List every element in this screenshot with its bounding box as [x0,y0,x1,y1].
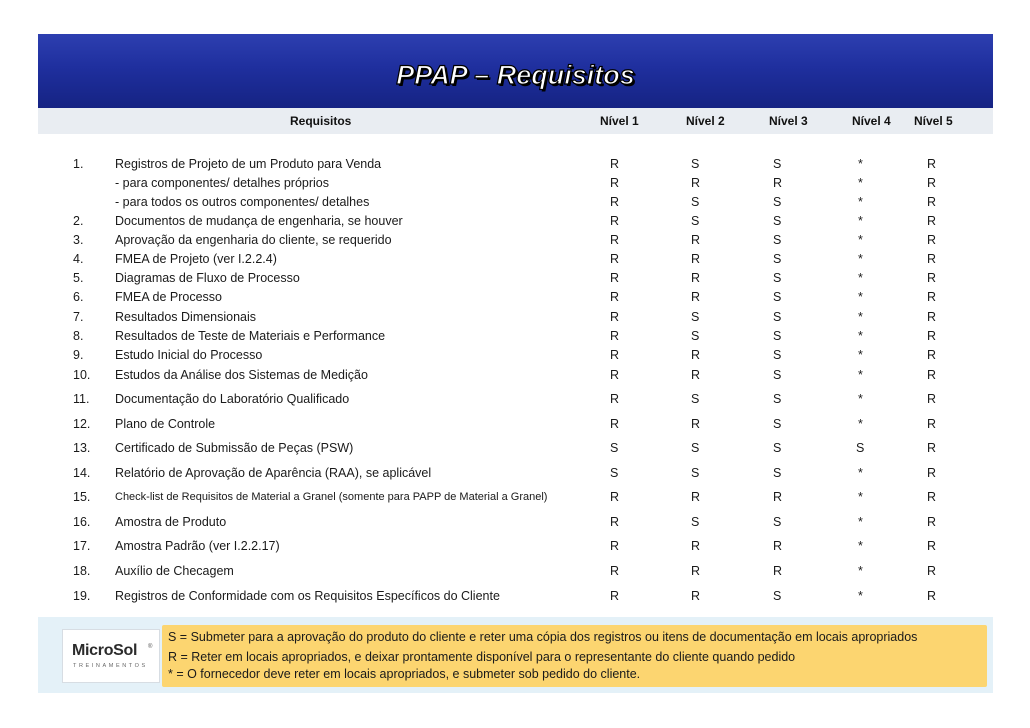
table-row [0,348,1030,366]
row-number: 8. [73,329,84,343]
table-row [0,310,1030,328]
row-number: 17. [73,539,91,553]
table-row [0,589,1030,607]
level-5-value: R [927,564,937,578]
level-4-value: * [858,392,863,406]
row-number: 3. [73,233,84,247]
row-requirement: Amostra Padrão (ver I.2.2.17) [115,539,280,553]
level-2-value: S [691,466,700,480]
level-2-value: R [691,589,701,603]
level-1-value: R [610,329,620,343]
table-row [0,368,1030,386]
row-requirement: Documentos de mudança de engenharia, se houver [115,214,403,228]
row-requirement: Resultados de Teste de Materiais e Performance [115,329,386,343]
level-1-value: R [610,515,620,529]
level-4-value: * [858,539,863,553]
header-nivel-2: Nível 2 [686,114,725,128]
level-3-value: S [773,310,782,324]
level-3-value: S [773,466,782,480]
header-nivel-4: Nível 4 [852,114,891,128]
level-4-value: * [858,589,863,603]
level-1-value: R [610,290,620,304]
level-5-value: R [927,329,937,343]
row-number: 7. [73,310,84,324]
table-row [0,441,1030,459]
level-1-value: R [610,310,620,324]
table-row [0,176,1030,194]
level-2-value: S [691,310,700,324]
title-bar [38,34,993,108]
level-1-value: R [610,214,620,228]
level-1-value: R [610,195,620,209]
row-number: 12. [73,417,91,431]
level-2-value: S [691,392,700,406]
row-requirement: Relatório de Aprovação de Aparência (RAA), se aplicável [115,466,432,480]
legend-s: S = Submeter para a aprovação do produto do cliente e reter uma cópia dos registros ou itens de documentação em locais apropriados [168,630,918,644]
level-3-value: R [773,539,783,553]
level-4-value: * [858,564,863,578]
row-number: 2. [73,214,84,228]
row-number: 10. [73,368,91,382]
row-requirement: Plano de Controle [115,417,216,431]
row-requirement: Certificado de Submissão de Peças (PSW) [115,441,354,455]
row-number: 15. [73,490,91,504]
table-row [0,233,1030,251]
level-3-value: S [773,252,782,266]
level-2-value: R [691,490,701,504]
level-4-value: * [858,195,863,209]
level-1-value: R [610,271,620,285]
table-row [0,466,1030,484]
level-3-value: S [773,368,782,382]
level-1-value: R [610,176,620,190]
level-1-value: R [610,392,620,406]
row-requirement: - para componentes/ detalhes próprios [115,176,330,190]
level-3-value: S [773,233,782,247]
logo [62,629,160,683]
level-4-value: * [858,252,863,266]
level-3-value: S [773,329,782,343]
row-number: 13. [73,441,91,455]
table-row [0,490,1030,508]
level-2-value: R [691,368,701,382]
row-requirement: Resultados Dimensionais [115,310,257,324]
level-4-value: * [858,466,863,480]
table-row [0,515,1030,533]
row-number: 16. [73,515,91,529]
level-1-value: S [610,441,619,455]
table-row [0,290,1030,308]
level-5-value: R [927,176,937,190]
row-requirement: Estudos da Análise dos Sistemas de Medição [115,368,368,382]
level-5-value: R [927,392,937,406]
row-number: 11. [73,392,90,406]
level-3-value: S [773,417,782,431]
level-3-value: R [773,564,783,578]
level-2-value: R [691,539,701,553]
level-2-value: R [691,564,701,578]
level-5-value: R [927,589,937,603]
level-5-value: R [927,214,937,228]
row-requirement: Auxílio de Checagem [115,564,234,578]
legend-box [162,625,987,687]
level-1-value: R [610,233,620,247]
level-5-value: R [927,441,937,455]
logo-registered-mark: ® [148,644,153,650]
level-2-value: R [691,176,701,190]
level-5-value: R [927,157,937,171]
level-5-value: R [927,539,937,553]
level-5-value: R [927,515,937,529]
row-requirement: Aprovação da engenharia do cliente, se requerido [115,233,392,247]
level-4-value: * [858,310,863,324]
row-number: 9. [73,348,84,362]
level-2-value: S [691,515,700,529]
row-requirement: FMEA de Projeto (ver I.2.2.4) [115,252,277,266]
level-2-value: R [691,233,701,247]
legend-star: * = O fornecedor deve reter em locais apropriados, e submeter sob pedido do cliente. [168,667,641,681]
level-4-value: * [858,176,863,190]
level-4-value: * [858,214,863,228]
level-5-value: R [927,195,937,209]
level-5-value: R [927,368,937,382]
level-5-value: R [927,348,937,362]
table-row [0,564,1030,582]
table-row [0,214,1030,232]
level-3-value: S [773,290,782,304]
row-number: 1. [73,157,84,171]
row-number: 18. [73,564,91,578]
level-1-value: R [610,564,620,578]
level-3-value: S [773,214,782,228]
level-3-value: S [773,515,782,529]
level-3-value: S [773,271,782,285]
row-requirement: Diagramas de Fluxo de Processo [115,271,300,285]
level-4-value: S [856,441,865,455]
level-5-value: R [927,233,937,247]
level-3-value: S [773,195,782,209]
level-2-value: S [691,195,700,209]
table-row [0,392,1030,410]
header-nivel-3: Nível 3 [769,114,808,128]
level-5-value: R [927,466,937,480]
logo-subtitle: TREINAMENTOS [73,663,148,669]
level-1-value: R [610,539,620,553]
row-requirement: - para todos os outros componentes/ detalhes [115,195,370,209]
level-4-value: * [858,490,863,504]
row-requirement: Check-list de Requisitos de Material a Granel (somente para PAPP de Material a Granel) [115,491,548,503]
level-1-value: S [610,466,619,480]
row-requirement: Amostra de Produto [115,515,227,529]
header-requisitos: Requisitos [290,114,352,128]
level-1-value: R [610,589,620,603]
level-5-value: R [927,490,937,504]
level-2-value: R [691,290,701,304]
row-requirement: Registros de Conformidade com os Requisitos Específicos do Cliente [115,589,500,603]
row-requirement: Documentação do Laboratório Qualificado [115,392,350,406]
table-row [0,252,1030,270]
level-2-value: R [691,348,701,362]
level-3-value: S [773,441,782,455]
level-1-value: R [610,417,620,431]
header-nivel-5: Nível 5 [914,114,953,128]
table-row [0,271,1030,289]
level-4-value: * [858,271,863,285]
level-4-value: * [858,290,863,304]
row-number: 14. [73,466,91,480]
level-5-value: R [927,417,937,431]
level-2-value: S [691,329,700,343]
table-header [38,108,993,134]
row-requirement: Registros de Projeto de um Produto para Venda [115,157,382,171]
level-1-value: R [610,157,620,171]
level-1-value: R [610,348,620,362]
table-row [0,539,1030,557]
level-3-value: R [773,176,783,190]
level-5-value: R [927,290,937,304]
row-number: 19. [73,589,91,603]
row-number: 4. [73,252,84,266]
level-2-value: R [691,417,701,431]
level-4-value: * [858,233,863,247]
level-2-value: S [691,157,700,171]
level-4-value: * [858,348,863,362]
level-3-value: S [773,589,782,603]
level-5-value: R [927,271,937,285]
level-2-value: R [691,271,701,285]
table-row [0,195,1030,213]
level-4-value: * [858,515,863,529]
row-number: 6. [73,290,84,304]
level-5-value: R [927,252,937,266]
level-4-value: * [858,417,863,431]
level-2-value: S [691,441,700,455]
row-requirement: FMEA de Processo [115,290,222,304]
level-2-value: S [691,214,700,228]
table-row [0,417,1030,435]
level-3-value: S [773,392,782,406]
header-nivel-1: Nível 1 [600,114,639,128]
table-row [0,157,1030,175]
table-row [0,329,1030,347]
level-3-value: S [773,348,782,362]
level-4-value: * [858,157,863,171]
row-requirement: Estudo Inicial do Processo [115,348,263,362]
legend-r: R = Reter em locais apropriados, e deixar prontamente disponível para o representante do cliente quando pedido [168,650,796,664]
page-title: PPAP – Requisitos [396,60,635,90]
level-2-value: R [691,252,701,266]
level-5-value: R [927,310,937,324]
level-3-value: S [773,157,782,171]
row-number: 5. [73,271,84,285]
level-1-value: R [610,368,620,382]
level-1-value: R [610,490,620,504]
level-4-value: * [858,329,863,343]
level-1-value: R [610,252,620,266]
level-3-value: R [773,490,783,504]
logo-name: MicroSol [72,642,138,659]
level-4-value: * [858,368,863,382]
